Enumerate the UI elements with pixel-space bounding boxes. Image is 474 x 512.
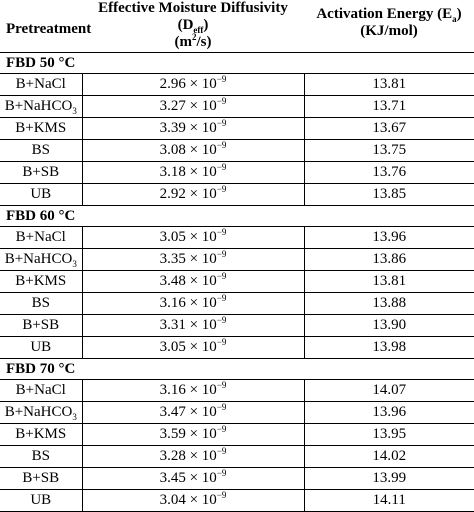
table-header	[0, 0, 474, 52]
diffusivity-exponent: −9	[216, 118, 227, 128]
diffusivity-value: 2.96 × 10	[159, 76, 217, 92]
diffusivity-value: 3.35 × 10	[159, 251, 217, 267]
treatment-sub: 3	[72, 259, 77, 269]
cell-diffusivity	[82, 401, 304, 423]
diffusivity-value: 3.08 × 10	[159, 142, 217, 158]
diffusivity-unit-base: (m	[174, 34, 192, 50]
cell-treatment	[0, 292, 82, 314]
diffusivity-value: 3.48 × 10	[159, 273, 217, 289]
cell-treatment	[0, 467, 82, 489]
diffusivity-value: 3.16 × 10	[159, 295, 217, 311]
table-row	[0, 95, 474, 117]
cell-energy: 13.67	[304, 117, 474, 139]
table-row	[0, 139, 474, 161]
diffusivity-value: 3.04 × 10	[159, 492, 217, 508]
table-row	[0, 445, 474, 467]
cell-energy: 13.95	[304, 423, 474, 445]
table-row	[0, 423, 474, 445]
cell-energy: 14.07	[304, 379, 474, 401]
table-row	[0, 467, 474, 489]
treatment-text: B+SB	[22, 470, 60, 486]
treatment-text: B+KMS	[15, 273, 67, 289]
table-row	[0, 401, 474, 423]
cell-treatment	[0, 183, 82, 205]
cell-energy: 13.90	[304, 314, 474, 336]
diffusivity-exponent: −9	[216, 293, 227, 303]
cell-treatment	[0, 226, 82, 248]
diffusivity-value: 3.28 × 10	[159, 448, 217, 464]
diffusivity-exponent: −9	[216, 337, 227, 347]
group-row	[0, 358, 474, 379]
treatment-text: UB	[30, 186, 52, 202]
cell-treatment	[0, 95, 82, 117]
cell-treatment	[0, 489, 82, 511]
cell-diffusivity	[82, 467, 304, 489]
header-diffusivity	[82, 0, 304, 52]
table-body	[0, 52, 474, 511]
treatment-text: B+NaHCO	[4, 98, 73, 114]
table-row	[0, 248, 474, 270]
cell-diffusivity	[82, 73, 304, 95]
diffusivity-exponent: −9	[216, 140, 227, 150]
cell-treatment	[0, 336, 82, 358]
cell-energy: 13.71	[304, 95, 474, 117]
diffusivity-value: 3.45 × 10	[159, 470, 217, 486]
cell-treatment	[0, 161, 82, 183]
table-row	[0, 292, 474, 314]
cell-diffusivity	[82, 336, 304, 358]
cell-diffusivity	[82, 226, 304, 248]
header-energy-unit: (KJ/mol)	[360, 23, 418, 39]
cell-energy: 13.81	[304, 270, 474, 292]
table-row	[0, 489, 474, 511]
cell-treatment	[0, 423, 82, 445]
diffusivity-exponent: −9	[216, 96, 227, 106]
diffusivity-exponent: −9	[216, 227, 227, 237]
treatment-text: B+KMS	[15, 426, 67, 442]
table-row	[0, 270, 474, 292]
diffusivity-exponent: −9	[216, 271, 227, 281]
diffusivity-exponent: −9	[216, 468, 227, 478]
diffusivity-exponent: −9	[216, 380, 227, 390]
diffusivity-exponent: −9	[216, 74, 227, 84]
table-row	[0, 226, 474, 248]
diffusivity-value: 3.27 × 10	[159, 98, 217, 114]
header-row	[0, 0, 474, 52]
cell-diffusivity	[82, 248, 304, 270]
treatment-text: B+SB	[22, 317, 60, 333]
treatment-text: BS	[31, 448, 50, 464]
treatment-text: BS	[31, 142, 50, 158]
energy-line1-close: )	[456, 6, 462, 22]
cell-diffusivity	[82, 270, 304, 292]
table-row	[0, 183, 474, 205]
diffusivity-exponent: −9	[216, 490, 227, 500]
cell-treatment	[0, 314, 82, 336]
treatment-text: UB	[30, 492, 52, 508]
cell-diffusivity	[82, 379, 304, 401]
cell-diffusivity	[82, 161, 304, 183]
group-title: FBD 60 °C	[0, 205, 474, 226]
cell-energy: 13.86	[304, 248, 474, 270]
cell-energy: 13.88	[304, 292, 474, 314]
treatment-text: BS	[31, 295, 50, 311]
cell-treatment	[0, 139, 82, 161]
cell-energy: 14.02	[304, 445, 474, 467]
header-energy-line1	[304, 6, 474, 23]
cell-energy: 13.85	[304, 183, 474, 205]
cell-energy: 13.99	[304, 467, 474, 489]
diffusivity-exponent: −9	[216, 446, 227, 456]
diffusivity-value: 3.18 × 10	[159, 164, 217, 180]
diffusivity-value: 3.31 × 10	[159, 317, 217, 333]
header-pretreatment: Pretreatment	[6, 20, 92, 37]
treatment-text: B+NaHCO	[4, 404, 73, 420]
cell-treatment	[0, 73, 82, 95]
treatment-sub: 3	[72, 412, 77, 422]
cell-diffusivity	[82, 423, 304, 445]
cell-diffusivity	[82, 139, 304, 161]
cell-treatment	[0, 117, 82, 139]
cell-treatment	[0, 401, 82, 423]
header-energy	[304, 0, 474, 52]
treatment-text: B+NaCl	[15, 76, 66, 92]
cell-energy: 13.81	[304, 73, 474, 95]
diffusivity-value: 3.59 × 10	[159, 426, 217, 442]
energy-line1-sub: a	[452, 14, 457, 24]
diffusivity-symbol-close: )	[203, 17, 209, 33]
cell-diffusivity	[82, 95, 304, 117]
group-title: FBD 50 °C	[0, 52, 474, 73]
diffusivity-unit-rest: /s)	[196, 34, 212, 50]
cell-energy: 13.96	[304, 401, 474, 423]
treatment-text: B+NaCl	[15, 382, 66, 398]
cell-treatment	[0, 379, 82, 401]
cell-diffusivity	[82, 292, 304, 314]
diffusivity-value: 3.05 × 10	[159, 339, 217, 355]
cell-energy: 13.98	[304, 336, 474, 358]
diffusivity-value: 3.16 × 10	[159, 382, 217, 398]
cell-diffusivity	[82, 117, 304, 139]
diffusivity-value: 3.47 × 10	[159, 404, 217, 420]
cell-treatment	[0, 248, 82, 270]
diffusivity-exponent: −9	[216, 249, 227, 259]
group-row	[0, 205, 474, 226]
cell-diffusivity	[82, 445, 304, 467]
cell-diffusivity	[82, 314, 304, 336]
table-row	[0, 314, 474, 336]
diffusivity-value: 2.92 × 10	[159, 186, 217, 202]
cell-energy: 14.11	[304, 489, 474, 511]
treatment-text: B+NaHCO	[4, 251, 73, 267]
treatment-text: UB	[30, 339, 52, 355]
table-row	[0, 161, 474, 183]
diffusivity-exponent: −9	[216, 315, 227, 325]
diffusivity-value: 3.05 × 10	[159, 229, 217, 245]
diffusivity-exponent: −9	[216, 402, 227, 412]
treatment-sub: 3	[72, 106, 77, 116]
diffusivity-value: 3.39 × 10	[159, 120, 217, 136]
group-title: FBD 70 °C	[0, 358, 474, 379]
header-diffusivity-unit	[82, 34, 304, 51]
treatment-text: B+SB	[22, 164, 60, 180]
table-row	[0, 336, 474, 358]
diffusivity-exponent: −9	[216, 162, 227, 172]
cell-diffusivity	[82, 489, 304, 511]
diffusivity-exponent: −9	[216, 424, 227, 434]
diffusivity-unit-sup: 2	[192, 32, 197, 42]
cell-energy: 13.76	[304, 161, 474, 183]
treatment-text: B+KMS	[15, 120, 67, 136]
diffusivity-symbol-text: (D	[177, 17, 194, 33]
diffusivity-exponent: −9	[216, 184, 227, 194]
table-row	[0, 73, 474, 95]
cell-energy: 13.96	[304, 226, 474, 248]
energy-line1-base: Activation Energy (E	[316, 6, 453, 22]
table-row	[0, 117, 474, 139]
treatment-text: B+NaCl	[15, 229, 66, 245]
header-diffusivity-line1: Effective Moisture Diffusivity	[98, 0, 288, 16]
group-row	[0, 52, 474, 73]
cell-treatment	[0, 270, 82, 292]
diffusivity-symbol-sub: eff	[193, 25, 204, 35]
cell-treatment	[0, 445, 82, 467]
cell-diffusivity	[82, 183, 304, 205]
cell-energy: 13.75	[304, 139, 474, 161]
table-row	[0, 379, 474, 401]
